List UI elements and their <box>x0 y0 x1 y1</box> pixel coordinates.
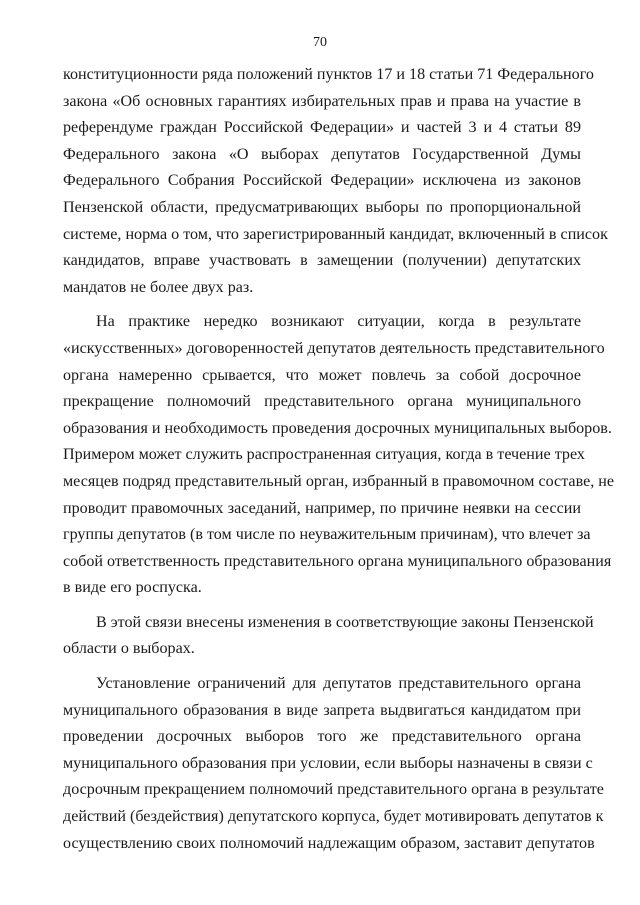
text-line: месяцев подряд представительный орган, избранный в правомочном составе, не <box>63 472 615 490</box>
text-line: прекращение полномочий представительного органа муниципального <box>63 393 581 411</box>
page-number: 70 <box>313 35 327 50</box>
text-line: На практике нередко возникают ситуации, когда в результате <box>96 313 581 331</box>
text-line: Федерального закона «О выборах депутатов Государственной Думы <box>63 145 581 163</box>
text-line: осуществлению своих полномочий надлежащим образом, заставит депутатов <box>63 834 595 852</box>
text-line: референдуме граждан Российской Федерации» и частей 3 и 4 статьи 89 <box>63 119 581 137</box>
text-line: закона «Об основных гарантиях избирательных прав и права на участие в <box>63 92 581 110</box>
text-line: системе, норма о том, что зарегистрированный кандидат, включенный в список <box>63 225 608 243</box>
text-line: образования и необходимость проведения досрочных муниципальных выборов. <box>63 419 612 437</box>
text-line: мандатов не более двух раз. <box>63 278 254 296</box>
text-line: проведении досрочных выборов того же представительного органа <box>63 728 581 746</box>
text-line: кандидатов, вправе участвовать в замещении (получении) депутатских <box>63 252 581 270</box>
text-line: собой ответственность представительного органа муниципального образования <box>63 552 612 570</box>
paragraph <box>63 610 594 663</box>
paragraph <box>63 309 615 602</box>
text-line: Федерального Собрания Российской Федерации» исключена из законов <box>63 172 581 190</box>
paragraph <box>63 62 608 301</box>
text-line: муниципального образования при условии, если выборы назначены в связи с <box>63 754 593 772</box>
text-line: конституционности ряда положений пунктов 17 и 18 статьи 71 Федерального <box>63 66 594 83</box>
text-line: Установление ограничений для депутатов представительного органа <box>96 675 581 693</box>
text-line: Примером может служить распространенная ситуация, когда в течение трех <box>63 446 585 464</box>
text-line: действий (бездействия) депутатского корпуса, будет мотивировать депутатов к <box>63 808 604 826</box>
body-text <box>63 62 615 865</box>
text-line: органа намеренно срывается, что может повлечь за собой досрочное <box>63 366 581 384</box>
paragraph <box>63 671 604 857</box>
text-line: области о выборах. <box>63 640 195 658</box>
text-line: Пензенской области, предусматривающих выборы по пропорциональной <box>63 198 581 216</box>
text-line: в виде его роспуска. <box>63 579 202 597</box>
text-line: В этой связи внесены изменения в соответствующие законы Пензенской <box>96 613 594 631</box>
text-line: муниципального образования в виде запрета выдвигаться кандидатом при <box>63 701 581 719</box>
text-line: группы депутатов (в том числе по неуважительным причинам), что влечет за <box>63 526 591 544</box>
text-line: «искусственных» договоренностей депутатов деятельность представительного <box>63 339 605 357</box>
text-line: проводит правомочных заседаний, например, по причине неявки на сессии <box>63 499 581 517</box>
text-line: досрочным прекращением полномочий представительного органа в результате <box>63 781 604 799</box>
